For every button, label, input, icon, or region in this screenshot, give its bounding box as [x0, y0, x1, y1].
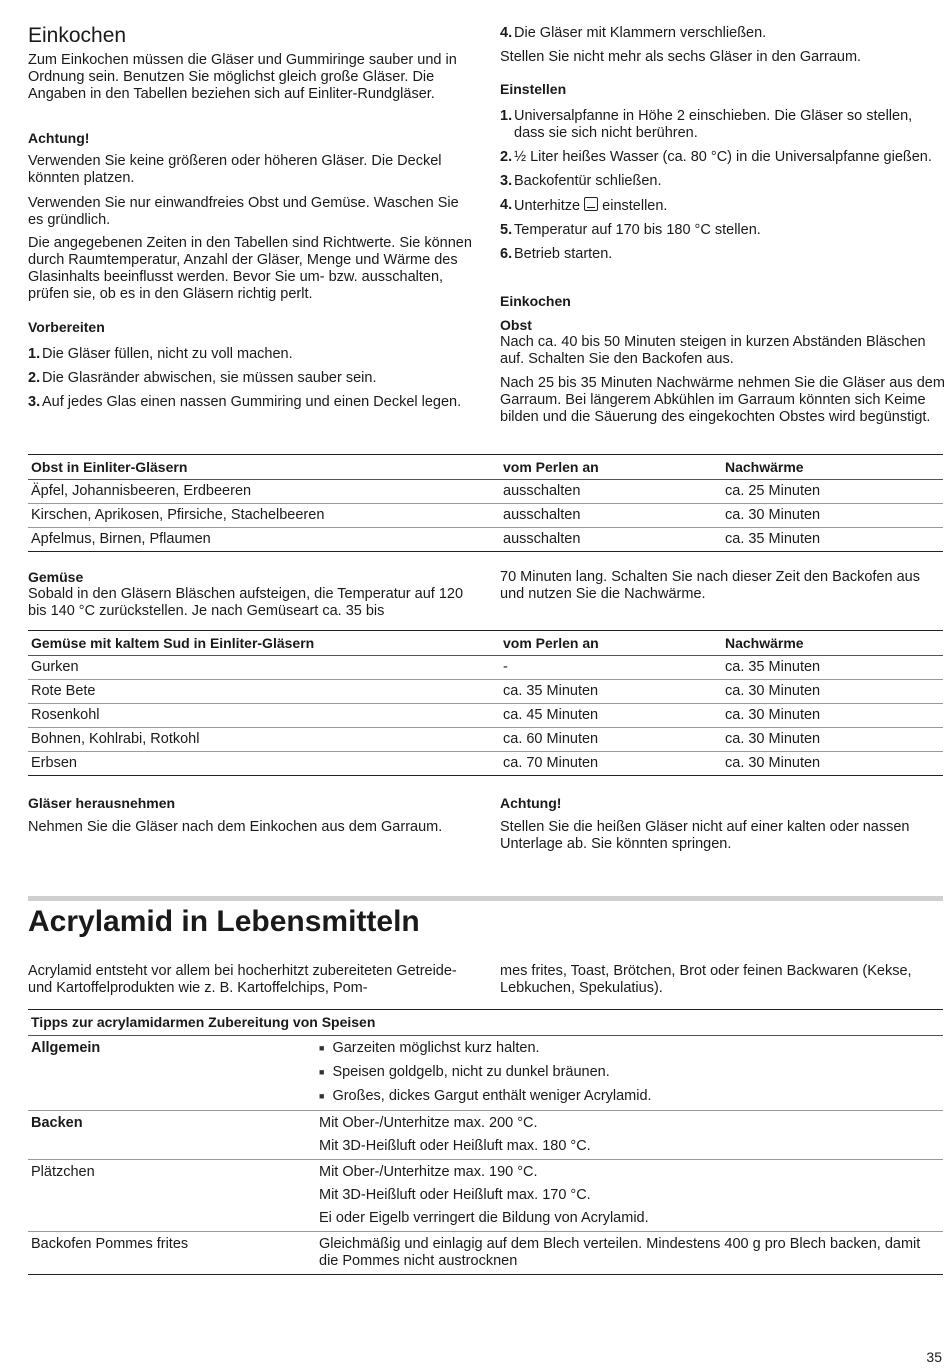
table-cell: ca. 30 Minuten: [722, 728, 943, 752]
table-cell: ca. 35 Minuten: [722, 656, 943, 680]
intro-text: Zum Einkochen müssen die Gläser und Gummiringe sauber und in Ordnung sein. Benutzen Sie möglichst gleich große Gläser. Die Angaben in den Tabellen beziehen sich auf Einliter-Rundgläser.: [28, 52, 457, 102]
table-row: [28, 1036, 943, 1111]
prep-steps-list: [28, 346, 473, 411]
tips-row-label: Backen: [28, 1111, 316, 1160]
table-cell: ausschalten: [500, 528, 722, 552]
table-cell: ausschalten: [500, 480, 722, 504]
column-header: Obst in Einliter-Gläsern: [28, 455, 500, 480]
prep-step: 3. Auf jedes Glas einen nassen Gummiring und einen Deckel legen.: [28, 394, 462, 410]
table-cell: ca. 25 Minuten: [722, 480, 943, 504]
tips-line: Mit 3D-Heißluft oder Heißluft max. 170 °C.: [319, 1187, 591, 1203]
bottom-heat-icon: [584, 197, 598, 211]
tips-line: Ei oder Eigelb verringert die Bildung von Acrylamid.: [319, 1210, 649, 1226]
tips-row-label: Backofen Pommes frites: [28, 1232, 316, 1275]
table-cell: Kirschen, Aprikosen, Pfirsiche, Stachelbeeren: [28, 504, 500, 528]
setup-heading: Einstellen: [500, 81, 567, 97]
prep-step: 2. Die Glasränder abwischen, sie müssen sauber sein.: [28, 370, 377, 386]
vegetables-text-left: Sobald in den Gläsern Bläschen aufsteigen, die Temperatur auf 120 bis 140 °C zurückstellen. Je nach Gemüseart ca. 35 bis: [28, 586, 464, 619]
vegetables-heading: Gemüse: [28, 569, 84, 585]
fruit-table: [28, 454, 943, 552]
setup-step: 5. Temperatur auf 170 bis 180 °C stellen.: [500, 222, 761, 238]
table-row: [28, 1111, 943, 1160]
acrylamid-text-left: Acrylamid entsteht vor allem bei hocherhitzt zubereiteten Getreide- und Kartoffelprodukten wie z. B. Kartoffelchips, Pom-: [28, 963, 457, 996]
tips-row-content: [316, 1036, 943, 1111]
table-cell: ca. 35 Minuten: [500, 680, 722, 704]
max-glasses-note: Stellen Sie nicht mehr als sechs Gläser in den Garraum.: [500, 49, 862, 65]
tips-row-content: [316, 1160, 943, 1232]
table-row: [28, 480, 943, 504]
tips-row-label: Allgemein: [28, 1036, 316, 1111]
table-cell: Rosenkohl: [28, 704, 500, 728]
table-row: [28, 704, 943, 728]
table-row: [28, 1160, 943, 1232]
table-cell: ca. 30 Minuten: [722, 504, 943, 528]
tips-row-label: Plätzchen: [28, 1160, 316, 1232]
prep-step: 4. Die Gläser mit Klammern verschließen.: [500, 25, 767, 41]
fruit-paragraph-2: Nach 25 bis 35 Minuten Nachwärme nehmen Sie die Gläser aus dem Garraum. Bei längerem Abkühlen im Garraum könnten sich Keime bilden und die Säuerung des eingekochten Obstes wird begünstigt.: [500, 375, 945, 425]
page-number: 35: [926, 1349, 942, 1365]
warning-paragraph-3: Die angegebenen Zeiten in den Tabellen sind Richtwerte. Sie können durch Raumtemperatur, Anzahl der Gläser, Menge und Wärme des Glasinhalts beeinflusst werden. Bevor Sie um- bzw. ausschalten, prüfen sie, ob es in den Gläsern richtig perlt.: [28, 235, 472, 302]
table-cell: ca. 60 Minuten: [500, 728, 722, 752]
warning-paragraph-2: Verwenden Sie nur einwandfreies Obst und Gemüse. Waschen Sie es gründlich.: [28, 195, 459, 228]
table-cell: ca. 30 Minuten: [722, 752, 943, 776]
table-cell: ca. 45 Minuten: [500, 704, 722, 728]
column-header: vom Perlen an: [500, 631, 722, 656]
remove-warning-text: Stellen Sie die heißen Gläser nicht auf einer kalten oder nassen Unterlage ab. Sie könnten springen.: [500, 819, 910, 852]
tips-line: Mit Ober-/Unterhitze max. 200 °C.: [319, 1115, 538, 1131]
prep-steps-continued: [500, 25, 945, 42]
tips-line: Mit Ober-/Unterhitze max. 190 °C.: [319, 1164, 538, 1180]
tips-bullet-item: ■ Großes, dickes Gargut enthält weniger Acrylamid.: [319, 1088, 940, 1106]
table-cell: ca. 35 Minuten: [722, 528, 943, 552]
column-header: vom Perlen an: [500, 455, 722, 480]
fruit-heading: Obst: [500, 317, 532, 333]
table-header-row: [28, 1010, 943, 1036]
table-cell: Apfelmus, Birnen, Pflaumen: [28, 528, 500, 552]
setup-step: 4. Unterhitze einstellen.: [500, 197, 668, 214]
tips-line: Mit 3D-Heißluft oder Heißluft max. 180 °C.: [319, 1138, 591, 1154]
tips-row-content: [316, 1232, 943, 1275]
table-row: [28, 504, 943, 528]
table-cell: Rote Bete: [28, 680, 500, 704]
warning-paragraph-1: Verwenden Sie keine größeren oder höheren Gläser. Die Deckel könnten platzen.: [28, 153, 442, 186]
process-heading: Einkochen: [500, 293, 571, 309]
tips-row-content: [316, 1111, 943, 1160]
remove-text: Nehmen Sie die Gläser nach dem Einkochen aus dem Garraum.: [28, 819, 443, 835]
setup-step: 2. ½ Liter heißes Wasser (ca. 80 °C) in die Universalpfanne gießen.: [500, 149, 932, 165]
warning-heading: Achtung!: [28, 130, 90, 146]
fruit-paragraph-1: Nach ca. 40 bis 50 Minuten steigen in kurzen Abständen Bläschen auf. Schalten Sie den Backofen aus.: [500, 334, 926, 367]
table-cell: Bohnen, Kohlrabi, Rotkohl: [28, 728, 500, 752]
table-cell: Erbsen: [28, 752, 500, 776]
acrylamid-tips-table: [28, 1009, 943, 1275]
setup-step: 6. Betrieb starten.: [500, 246, 613, 262]
vegetables-table: [28, 630, 943, 776]
table-cell: Äpfel, Johannisbeeren, Erdbeeren: [28, 480, 500, 504]
table-cell: ca. 70 Minuten: [500, 752, 722, 776]
table-row: [28, 1232, 943, 1275]
table-cell: -: [500, 656, 722, 680]
acrylamid-text-right: mes frites, Toast, Brötchen, Brot oder feinen Backwaren (Kekse, Lebkuchen, Spekulatius).: [500, 963, 912, 996]
table-row: [28, 728, 943, 752]
prep-heading: Vorbereiten: [28, 319, 105, 335]
table-row: [28, 656, 943, 680]
setup-step: 3. Backofentür schließen.: [500, 173, 662, 189]
section-title-acrylamid: Acrylamid in Lebensmitteln: [28, 905, 420, 938]
table-header-row: [28, 631, 943, 656]
table-header-row: [28, 455, 943, 480]
setup-steps-list: [500, 108, 945, 263]
table-cell: ca. 30 Minuten: [722, 704, 943, 728]
table-row: [28, 752, 943, 776]
tips-table-header: Tipps zur acrylamidarmen Zubereitung von Speisen: [28, 1010, 943, 1036]
section-title-einkochen: Einkochen: [28, 24, 127, 47]
tips-bullet-item: ■ Garzeiten möglichst kurz halten.: [319, 1040, 940, 1058]
table-row: [28, 528, 943, 552]
remove-heading: Gläser herausnehmen: [28, 795, 176, 811]
setup-step: 1. Universalpfanne in Höhe 2 einschieben. Die Gläser so stellen, dass sie sich nicht berühren.: [500, 108, 913, 141]
table-cell: ausschalten: [500, 504, 722, 528]
vegetables-text-right: 70 Minuten lang. Schalten Sie nach dieser Zeit den Backofen aus und nutzen Sie die Nachwärme.: [500, 569, 920, 602]
table-cell: ca. 30 Minuten: [722, 680, 943, 704]
tips-line: Gleichmäßig und einlagig auf dem Blech verteilen. Mindestens 400 g pro Blech backen, damit die Pommes nicht austrocknen: [319, 1236, 921, 1269]
column-header: Nachwärme: [722, 631, 943, 656]
tips-bullet-item: ■ Speisen goldgelb, nicht zu dunkel bräunen.: [319, 1064, 940, 1082]
column-header: Gemüse mit kaltem Sud in Einliter-Gläsern: [28, 631, 500, 656]
table-cell: Gurken: [28, 656, 500, 680]
column-header: Nachwärme: [722, 455, 943, 480]
remove-warning-heading: Achtung!: [500, 795, 562, 811]
section-divider: [28, 896, 943, 901]
prep-step: 1. Die Gläser füllen, nicht zu voll machen.: [28, 346, 293, 362]
table-row: [28, 680, 943, 704]
